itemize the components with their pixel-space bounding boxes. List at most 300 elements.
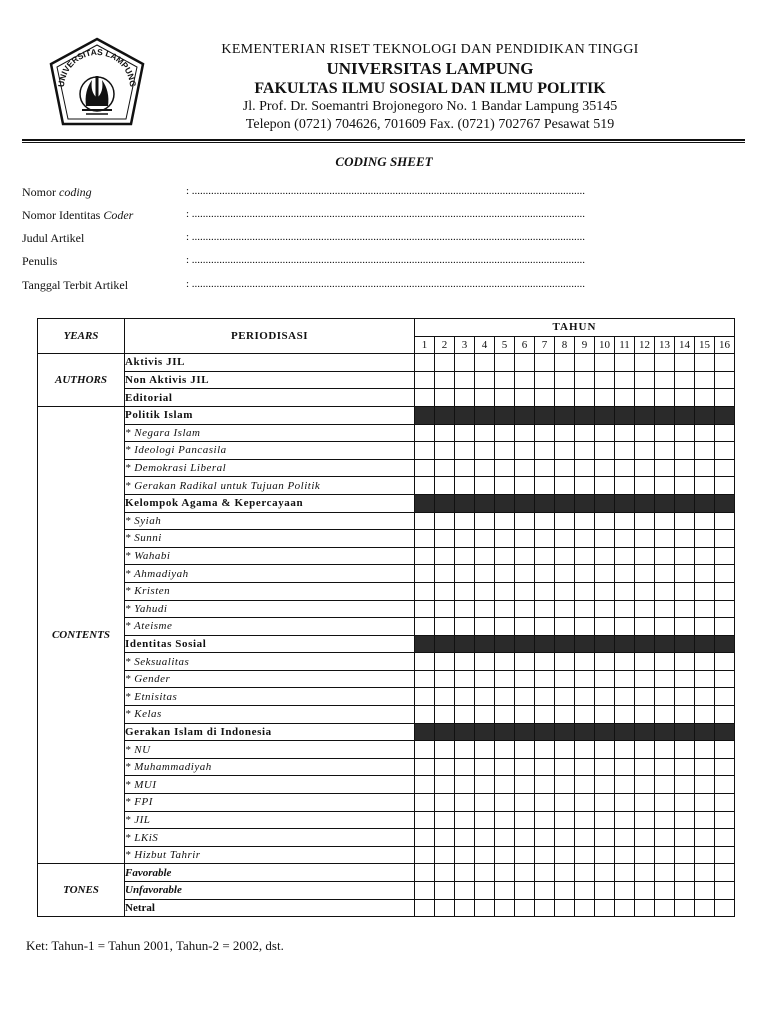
coding-cell[interactable] bbox=[495, 846, 515, 864]
coding-cell[interactable] bbox=[495, 811, 515, 829]
coding-cell[interactable] bbox=[475, 371, 495, 389]
field-fill-line[interactable]: : ............................................................................................................................................... bbox=[186, 208, 586, 220]
coding-cell[interactable] bbox=[695, 354, 715, 372]
coding-cell[interactable] bbox=[595, 758, 615, 776]
coding-cell[interactable] bbox=[575, 354, 595, 372]
coding-cell[interactable] bbox=[475, 864, 495, 882]
coding-cell[interactable] bbox=[655, 706, 675, 724]
coding-cell[interactable] bbox=[475, 600, 495, 618]
coding-cell[interactable] bbox=[695, 864, 715, 882]
coding-cell[interactable] bbox=[415, 811, 435, 829]
coding-cell[interactable] bbox=[435, 354, 455, 372]
coding-cell[interactable] bbox=[435, 758, 455, 776]
coding-cell[interactable] bbox=[415, 829, 435, 847]
coding-cell[interactable] bbox=[635, 846, 655, 864]
coding-cell[interactable] bbox=[715, 547, 735, 565]
coding-cell[interactable] bbox=[615, 600, 635, 618]
coding-cell[interactable] bbox=[535, 442, 555, 460]
coding-cell[interactable] bbox=[535, 829, 555, 847]
coding-cell[interactable] bbox=[475, 811, 495, 829]
coding-cell[interactable] bbox=[535, 741, 555, 759]
coding-cell[interactable] bbox=[635, 776, 655, 794]
coding-cell[interactable] bbox=[575, 811, 595, 829]
coding-cell[interactable] bbox=[715, 688, 735, 706]
coding-cell[interactable] bbox=[715, 741, 735, 759]
coding-cell[interactable] bbox=[615, 442, 635, 460]
coding-cell[interactable] bbox=[495, 706, 515, 724]
coding-cell[interactable] bbox=[415, 618, 435, 636]
coding-cell[interactable] bbox=[715, 371, 735, 389]
coding-cell[interactable] bbox=[535, 846, 555, 864]
coding-cell[interactable] bbox=[455, 547, 475, 565]
coding-cell[interactable] bbox=[535, 864, 555, 882]
coding-cell[interactable] bbox=[615, 794, 635, 812]
coding-cell[interactable] bbox=[495, 530, 515, 548]
coding-cell[interactable] bbox=[555, 776, 575, 794]
coding-cell[interactable] bbox=[475, 547, 495, 565]
coding-cell[interactable] bbox=[655, 442, 675, 460]
field-fill-line[interactable]: : ............................................................................................................................................... bbox=[186, 254, 586, 266]
coding-cell[interactable] bbox=[435, 899, 455, 917]
coding-cell[interactable] bbox=[555, 477, 575, 495]
coding-cell[interactable] bbox=[655, 846, 675, 864]
coding-cell[interactable] bbox=[715, 899, 735, 917]
coding-cell[interactable] bbox=[695, 424, 715, 442]
coding-cell[interactable] bbox=[695, 688, 715, 706]
coding-cell[interactable] bbox=[595, 618, 615, 636]
coding-cell[interactable] bbox=[715, 512, 735, 530]
coding-cell[interactable] bbox=[675, 688, 695, 706]
form-field[interactable] bbox=[22, 231, 746, 247]
coding-cell[interactable] bbox=[495, 670, 515, 688]
coding-cell[interactable] bbox=[695, 389, 715, 407]
coding-cell[interactable] bbox=[535, 670, 555, 688]
coding-cell[interactable] bbox=[515, 600, 535, 618]
coding-cell[interactable] bbox=[495, 864, 515, 882]
coding-cell[interactable] bbox=[635, 565, 655, 583]
coding-cell[interactable] bbox=[455, 600, 475, 618]
coding-cell[interactable] bbox=[535, 459, 555, 477]
coding-cell[interactable] bbox=[535, 706, 555, 724]
coding-cell[interactable] bbox=[435, 547, 455, 565]
coding-cell[interactable] bbox=[475, 582, 495, 600]
coding-cell[interactable] bbox=[555, 741, 575, 759]
coding-cell[interactable] bbox=[475, 442, 495, 460]
coding-cell[interactable] bbox=[555, 653, 575, 671]
coding-cell[interactable] bbox=[495, 882, 515, 900]
coding-cell[interactable] bbox=[455, 829, 475, 847]
coding-cell[interactable] bbox=[475, 882, 495, 900]
coding-cell[interactable] bbox=[695, 653, 715, 671]
coding-cell[interactable] bbox=[475, 794, 495, 812]
coding-cell[interactable] bbox=[615, 846, 635, 864]
coding-cell[interactable] bbox=[635, 512, 655, 530]
coding-cell[interactable] bbox=[675, 424, 695, 442]
coding-cell[interactable] bbox=[575, 424, 595, 442]
coding-cell[interactable] bbox=[575, 846, 595, 864]
coding-cell[interactable] bbox=[715, 354, 735, 372]
coding-cell[interactable] bbox=[555, 565, 575, 583]
coding-cell[interactable] bbox=[495, 371, 515, 389]
coding-cell[interactable] bbox=[515, 688, 535, 706]
coding-cell[interactable] bbox=[575, 688, 595, 706]
coding-cell[interactable] bbox=[655, 477, 675, 495]
coding-cell[interactable] bbox=[675, 882, 695, 900]
coding-cell[interactable] bbox=[575, 371, 595, 389]
coding-cell[interactable] bbox=[675, 512, 695, 530]
coding-cell[interactable] bbox=[435, 882, 455, 900]
coding-cell[interactable] bbox=[535, 582, 555, 600]
coding-cell[interactable] bbox=[695, 565, 715, 583]
coding-cell[interactable] bbox=[575, 653, 595, 671]
coding-cell[interactable] bbox=[635, 371, 655, 389]
coding-cell[interactable] bbox=[475, 389, 495, 407]
coding-cell[interactable] bbox=[715, 653, 735, 671]
coding-cell[interactable] bbox=[435, 706, 455, 724]
coding-cell[interactable] bbox=[515, 424, 535, 442]
coding-cell[interactable] bbox=[455, 530, 475, 548]
coding-cell[interactable] bbox=[695, 811, 715, 829]
coding-cell[interactable] bbox=[555, 758, 575, 776]
coding-cell[interactable] bbox=[415, 442, 435, 460]
form-field[interactable] bbox=[22, 208, 746, 224]
coding-cell[interactable] bbox=[715, 565, 735, 583]
coding-cell[interactable] bbox=[415, 776, 435, 794]
coding-cell[interactable] bbox=[535, 882, 555, 900]
coding-cell[interactable] bbox=[655, 882, 675, 900]
coding-cell[interactable] bbox=[515, 864, 535, 882]
coding-cell[interactable] bbox=[575, 477, 595, 495]
coding-cell[interactable] bbox=[515, 371, 535, 389]
coding-cell[interactable] bbox=[675, 459, 695, 477]
coding-cell[interactable] bbox=[555, 899, 575, 917]
coding-cell[interactable] bbox=[535, 811, 555, 829]
coding-cell[interactable] bbox=[415, 600, 435, 618]
coding-cell[interactable] bbox=[615, 389, 635, 407]
coding-cell[interactable] bbox=[555, 424, 575, 442]
coding-cell[interactable] bbox=[595, 653, 615, 671]
coding-cell[interactable] bbox=[535, 899, 555, 917]
coding-cell[interactable] bbox=[655, 829, 675, 847]
coding-cell[interactable] bbox=[655, 794, 675, 812]
coding-cell[interactable] bbox=[715, 864, 735, 882]
coding-cell[interactable] bbox=[435, 565, 455, 583]
coding-cell[interactable] bbox=[695, 899, 715, 917]
coding-cell[interactable] bbox=[575, 512, 595, 530]
coding-cell[interactable] bbox=[715, 829, 735, 847]
coding-cell[interactable] bbox=[575, 459, 595, 477]
coding-cell[interactable] bbox=[455, 882, 475, 900]
coding-cell[interactable] bbox=[615, 758, 635, 776]
coding-cell[interactable] bbox=[495, 442, 515, 460]
coding-cell[interactable] bbox=[515, 670, 535, 688]
coding-cell[interactable] bbox=[455, 459, 475, 477]
coding-cell[interactable] bbox=[475, 477, 495, 495]
coding-cell[interactable] bbox=[655, 899, 675, 917]
coding-cell[interactable] bbox=[575, 389, 595, 407]
coding-cell[interactable] bbox=[455, 389, 475, 407]
coding-cell[interactable] bbox=[555, 829, 575, 847]
coding-cell[interactable] bbox=[615, 530, 635, 548]
coding-cell[interactable] bbox=[515, 459, 535, 477]
coding-cell[interactable] bbox=[515, 547, 535, 565]
coding-cell[interactable] bbox=[615, 653, 635, 671]
coding-cell[interactable] bbox=[695, 829, 715, 847]
coding-cell[interactable] bbox=[455, 565, 475, 583]
coding-cell[interactable] bbox=[595, 354, 615, 372]
coding-cell[interactable] bbox=[575, 741, 595, 759]
coding-cell[interactable] bbox=[435, 670, 455, 688]
coding-cell[interactable] bbox=[595, 829, 615, 847]
coding-cell[interactable] bbox=[515, 829, 535, 847]
coding-cell[interactable] bbox=[475, 758, 495, 776]
coding-cell[interactable] bbox=[495, 794, 515, 812]
coding-cell[interactable] bbox=[455, 670, 475, 688]
coding-cell[interactable] bbox=[435, 477, 455, 495]
coding-cell[interactable] bbox=[675, 846, 695, 864]
coding-cell[interactable] bbox=[675, 389, 695, 407]
coding-cell[interactable] bbox=[515, 565, 535, 583]
coding-cell[interactable] bbox=[495, 688, 515, 706]
coding-cell[interactable] bbox=[455, 776, 475, 794]
coding-cell[interactable] bbox=[415, 758, 435, 776]
coding-cell[interactable] bbox=[695, 670, 715, 688]
coding-cell[interactable] bbox=[495, 477, 515, 495]
coding-cell[interactable] bbox=[655, 424, 675, 442]
coding-cell[interactable] bbox=[635, 600, 655, 618]
form-field[interactable] bbox=[22, 254, 746, 270]
coding-cell[interactable] bbox=[695, 459, 715, 477]
coding-cell[interactable] bbox=[535, 477, 555, 495]
coding-cell[interactable] bbox=[715, 530, 735, 548]
coding-cell[interactable] bbox=[555, 354, 575, 372]
coding-cell[interactable] bbox=[715, 882, 735, 900]
coding-cell[interactable] bbox=[575, 547, 595, 565]
coding-cell[interactable] bbox=[535, 424, 555, 442]
coding-cell[interactable] bbox=[435, 459, 455, 477]
coding-cell[interactable] bbox=[615, 459, 635, 477]
coding-cell[interactable] bbox=[535, 794, 555, 812]
coding-cell[interactable] bbox=[615, 776, 635, 794]
coding-cell[interactable] bbox=[635, 582, 655, 600]
coding-cell[interactable] bbox=[595, 688, 615, 706]
coding-cell[interactable] bbox=[455, 653, 475, 671]
coding-cell[interactable] bbox=[615, 864, 635, 882]
coding-cell[interactable] bbox=[455, 794, 475, 812]
coding-cell[interactable] bbox=[655, 512, 675, 530]
coding-cell[interactable] bbox=[555, 442, 575, 460]
coding-cell[interactable] bbox=[635, 653, 655, 671]
coding-cell[interactable] bbox=[415, 459, 435, 477]
coding-cell[interactable] bbox=[595, 811, 615, 829]
coding-cell[interactable] bbox=[415, 846, 435, 864]
coding-cell[interactable] bbox=[655, 653, 675, 671]
coding-cell[interactable] bbox=[615, 811, 635, 829]
coding-cell[interactable] bbox=[695, 882, 715, 900]
coding-cell[interactable] bbox=[475, 829, 495, 847]
coding-cell[interactable] bbox=[495, 776, 515, 794]
coding-cell[interactable] bbox=[675, 354, 695, 372]
form-field[interactable] bbox=[22, 278, 746, 294]
coding-cell[interactable] bbox=[695, 846, 715, 864]
coding-cell[interactable] bbox=[535, 354, 555, 372]
coding-cell[interactable] bbox=[475, 459, 495, 477]
coding-cell[interactable] bbox=[435, 653, 455, 671]
coding-cell[interactable] bbox=[655, 811, 675, 829]
coding-cell[interactable] bbox=[635, 354, 655, 372]
coding-cell[interactable] bbox=[635, 442, 655, 460]
coding-cell[interactable] bbox=[515, 477, 535, 495]
coding-cell[interactable] bbox=[515, 811, 535, 829]
coding-cell[interactable] bbox=[495, 459, 515, 477]
coding-cell[interactable] bbox=[455, 354, 475, 372]
coding-cell[interactable] bbox=[635, 829, 655, 847]
coding-cell[interactable] bbox=[635, 389, 655, 407]
coding-cell[interactable] bbox=[695, 706, 715, 724]
coding-cell[interactable] bbox=[495, 899, 515, 917]
coding-cell[interactable] bbox=[575, 882, 595, 900]
coding-cell[interactable] bbox=[575, 600, 595, 618]
coding-cell[interactable] bbox=[535, 758, 555, 776]
coding-cell[interactable] bbox=[515, 758, 535, 776]
coding-cell[interactable] bbox=[535, 389, 555, 407]
coding-cell[interactable] bbox=[675, 670, 695, 688]
coding-cell[interactable] bbox=[655, 618, 675, 636]
coding-cell[interactable] bbox=[415, 530, 435, 548]
coding-cell[interactable] bbox=[455, 424, 475, 442]
coding-cell[interactable] bbox=[415, 354, 435, 372]
coding-cell[interactable] bbox=[415, 547, 435, 565]
coding-cell[interactable] bbox=[595, 371, 615, 389]
coding-cell[interactable] bbox=[575, 565, 595, 583]
coding-cell[interactable] bbox=[715, 424, 735, 442]
coding-cell[interactable] bbox=[535, 653, 555, 671]
coding-cell[interactable] bbox=[695, 600, 715, 618]
coding-cell[interactable] bbox=[635, 530, 655, 548]
coding-cell[interactable] bbox=[515, 776, 535, 794]
coding-cell[interactable] bbox=[635, 618, 655, 636]
coding-cell[interactable] bbox=[655, 670, 675, 688]
coding-cell[interactable] bbox=[415, 653, 435, 671]
coding-cell[interactable] bbox=[455, 442, 475, 460]
coding-cell[interactable] bbox=[635, 811, 655, 829]
coding-cell[interactable] bbox=[475, 688, 495, 706]
coding-cell[interactable] bbox=[615, 618, 635, 636]
coding-cell[interactable] bbox=[535, 618, 555, 636]
coding-cell[interactable] bbox=[555, 600, 575, 618]
coding-cell[interactable] bbox=[495, 582, 515, 600]
coding-cell[interactable] bbox=[635, 864, 655, 882]
coding-cell[interactable] bbox=[575, 899, 595, 917]
coding-cell[interactable] bbox=[515, 899, 535, 917]
coding-cell[interactable] bbox=[655, 741, 675, 759]
coding-cell[interactable] bbox=[615, 882, 635, 900]
coding-cell[interactable] bbox=[595, 899, 615, 917]
coding-cell[interactable] bbox=[555, 371, 575, 389]
coding-cell[interactable] bbox=[475, 670, 495, 688]
coding-cell[interactable] bbox=[655, 758, 675, 776]
coding-cell[interactable] bbox=[495, 354, 515, 372]
coding-cell[interactable] bbox=[675, 829, 695, 847]
coding-cell[interactable] bbox=[435, 846, 455, 864]
coding-cell[interactable] bbox=[415, 899, 435, 917]
coding-cell[interactable] bbox=[675, 547, 695, 565]
coding-cell[interactable] bbox=[715, 389, 735, 407]
coding-cell[interactable] bbox=[615, 706, 635, 724]
coding-cell[interactable] bbox=[555, 811, 575, 829]
coding-cell[interactable] bbox=[595, 530, 615, 548]
coding-cell[interactable] bbox=[695, 530, 715, 548]
coding-cell[interactable] bbox=[455, 811, 475, 829]
coding-cell[interactable] bbox=[495, 565, 515, 583]
coding-cell[interactable] bbox=[475, 706, 495, 724]
coding-cell[interactable] bbox=[635, 688, 655, 706]
coding-cell[interactable] bbox=[555, 618, 575, 636]
coding-cell[interactable] bbox=[675, 582, 695, 600]
coding-cell[interactable] bbox=[515, 741, 535, 759]
coding-cell[interactable] bbox=[435, 389, 455, 407]
coding-cell[interactable] bbox=[615, 354, 635, 372]
coding-cell[interactable] bbox=[475, 354, 495, 372]
coding-cell[interactable] bbox=[455, 758, 475, 776]
coding-cell[interactable] bbox=[635, 547, 655, 565]
coding-cell[interactable] bbox=[715, 670, 735, 688]
coding-cell[interactable] bbox=[695, 442, 715, 460]
coding-cell[interactable] bbox=[415, 389, 435, 407]
coding-cell[interactable] bbox=[635, 424, 655, 442]
coding-cell[interactable] bbox=[615, 741, 635, 759]
coding-cell[interactable] bbox=[475, 741, 495, 759]
coding-cell[interactable] bbox=[595, 794, 615, 812]
coding-cell[interactable] bbox=[715, 600, 735, 618]
coding-cell[interactable] bbox=[595, 582, 615, 600]
coding-cell[interactable] bbox=[515, 846, 535, 864]
coding-cell[interactable] bbox=[575, 582, 595, 600]
coding-cell[interactable] bbox=[435, 371, 455, 389]
coding-cell[interactable] bbox=[575, 864, 595, 882]
coding-cell[interactable] bbox=[575, 530, 595, 548]
coding-cell[interactable] bbox=[615, 547, 635, 565]
coding-cell[interactable] bbox=[715, 846, 735, 864]
coding-cell[interactable] bbox=[675, 442, 695, 460]
coding-cell[interactable] bbox=[575, 829, 595, 847]
coding-cell[interactable] bbox=[455, 618, 475, 636]
coding-cell[interactable] bbox=[655, 547, 675, 565]
coding-cell[interactable] bbox=[435, 811, 455, 829]
coding-cell[interactable] bbox=[455, 846, 475, 864]
coding-cell[interactable] bbox=[515, 512, 535, 530]
coding-cell[interactable] bbox=[475, 512, 495, 530]
coding-cell[interactable] bbox=[435, 424, 455, 442]
coding-cell[interactable] bbox=[695, 618, 715, 636]
coding-cell[interactable] bbox=[435, 741, 455, 759]
coding-cell[interactable] bbox=[635, 741, 655, 759]
coding-cell[interactable] bbox=[535, 776, 555, 794]
coding-cell[interactable] bbox=[495, 389, 515, 407]
coding-cell[interactable] bbox=[555, 864, 575, 882]
coding-cell[interactable] bbox=[615, 582, 635, 600]
coding-cell[interactable] bbox=[615, 688, 635, 706]
coding-cell[interactable] bbox=[555, 882, 575, 900]
coding-cell[interactable] bbox=[595, 706, 615, 724]
coding-cell[interactable] bbox=[675, 776, 695, 794]
coding-cell[interactable] bbox=[595, 442, 615, 460]
coding-cell[interactable] bbox=[635, 882, 655, 900]
coding-cell[interactable] bbox=[715, 706, 735, 724]
coding-cell[interactable] bbox=[575, 442, 595, 460]
coding-cell[interactable] bbox=[595, 864, 615, 882]
coding-cell[interactable] bbox=[555, 846, 575, 864]
